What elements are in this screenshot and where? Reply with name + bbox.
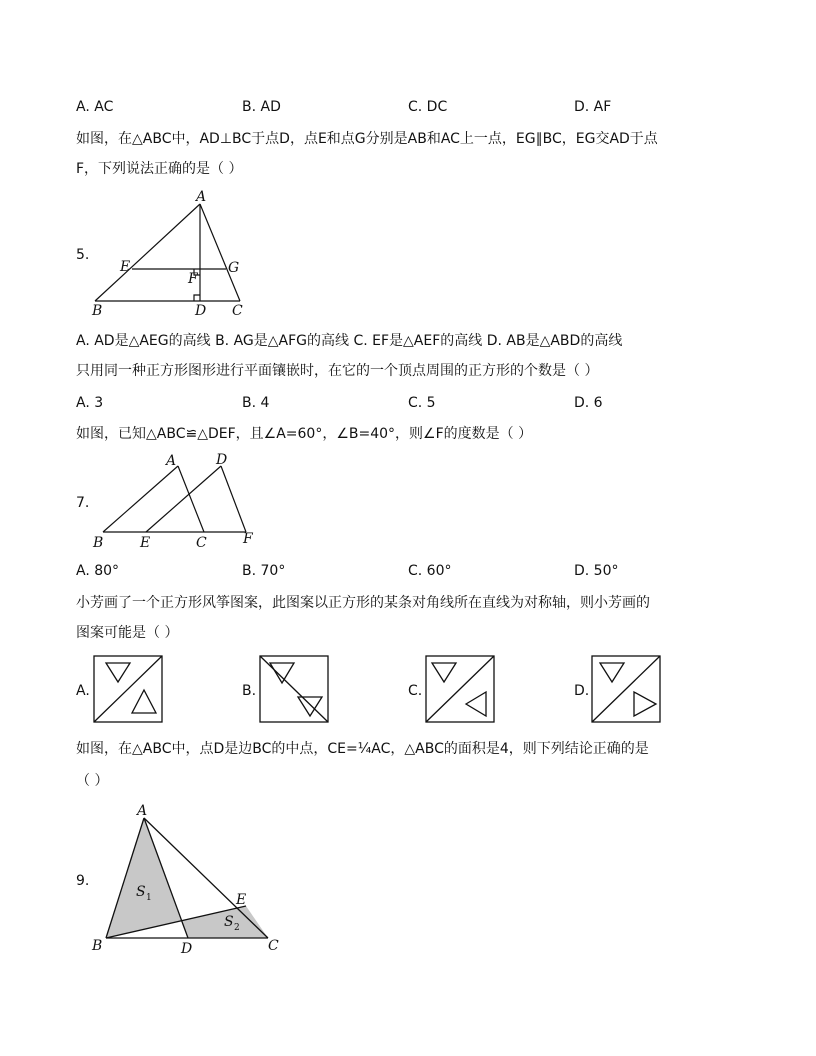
q8-option-d-letter: D. bbox=[574, 683, 590, 699]
q5-label-g: G bbox=[228, 260, 240, 276]
q9-label-e: E bbox=[236, 892, 247, 908]
q7-label-d: D bbox=[216, 452, 228, 468]
q6-option-c: C. 5 bbox=[408, 395, 436, 411]
q7-label-e: E bbox=[140, 535, 151, 551]
q5-stem-line2: F，下列说法正确的是（ ） bbox=[76, 161, 243, 177]
q6-option-b: B. 4 bbox=[242, 395, 270, 411]
q5-options: A. AD是△AEG的高线 B. AG是△AFG的高线 C. EF是△AEF的高线 D. AB是△ABD的高线 bbox=[76, 333, 623, 349]
q5-stem-line1: 如图，在△ABC中，AD⊥BC于点D，点E和点G分别是AB和AC上一点，EG∥BC，EG交AD于点 bbox=[76, 131, 658, 147]
q4-option-b: B. AD bbox=[242, 99, 281, 115]
q9-label-b: B bbox=[92, 938, 103, 954]
q7-number: 7. bbox=[76, 495, 90, 511]
q5-label-e: E bbox=[120, 259, 131, 275]
q8-option-c-letter: C. bbox=[408, 683, 423, 699]
q5-label-d: D bbox=[195, 303, 207, 319]
q4-option-c: C. DC bbox=[408, 99, 448, 115]
q7-label-c: C bbox=[196, 535, 207, 551]
q9-label-s2-sub: 2 bbox=[234, 923, 240, 933]
q9-label-s2: S bbox=[224, 914, 234, 930]
q9-label-c: C bbox=[268, 938, 279, 954]
q7-label-a: A bbox=[166, 453, 177, 469]
q5-number: 5. bbox=[76, 247, 90, 263]
q5-label-b: B bbox=[92, 303, 103, 319]
q9-label-s1: S bbox=[136, 884, 146, 900]
q9-region-s1 bbox=[106, 818, 181, 938]
q6-option-d: D. 6 bbox=[574, 395, 603, 411]
q4-option-d: D. AF bbox=[574, 99, 612, 115]
q5-label-a: A bbox=[196, 189, 207, 205]
q7-label-b: B bbox=[93, 535, 104, 551]
q6-stem: 只用同一种正方形图形进行平面镶嵌时，在它的一个顶点周围的正方形的个数是（ ） bbox=[76, 363, 599, 379]
q8-option-b-letter: B. bbox=[242, 683, 257, 699]
q7-option-a: A. 80° bbox=[76, 563, 120, 579]
q9-label-a: A bbox=[137, 803, 148, 819]
q8-option-a-letter: A. bbox=[76, 683, 90, 699]
q7-label-f: F bbox=[243, 531, 253, 547]
q9-label-d: D bbox=[181, 941, 193, 957]
q8-stem-line1: 小芳画了一个正方形风筝图案，此图案以正方形的某条对角线所在直线为对称轴，则小芳画的 bbox=[76, 595, 650, 611]
q7-option-b: B. 70° bbox=[242, 563, 286, 579]
q6-option-a: A. 3 bbox=[76, 395, 104, 411]
q7-stem: 如图，已知△ABC≌△DEF，且∠A=60°，∠B=40°，则∠F的度数是（ ） bbox=[76, 426, 533, 442]
q7-option-c: C. 60° bbox=[408, 563, 452, 579]
q9-number: 9. bbox=[76, 873, 90, 889]
q5-label-c: C bbox=[232, 303, 243, 319]
q5-label-f: F bbox=[188, 271, 198, 287]
q9-label-s1-sub: 1 bbox=[146, 893, 152, 903]
q7-option-d: D. 50° bbox=[574, 563, 619, 579]
q9-stem-line1: 如图，在△ABC中，点D是边BC的中点，CE=¼AC，△ABC的面积是4，则下列结论正确的是 bbox=[76, 741, 649, 757]
q4-option-a: A. AC bbox=[76, 99, 114, 115]
q9-stem-line2: （ ） bbox=[76, 773, 109, 789]
q8-stem-line2: 图案可能是（ ） bbox=[76, 625, 179, 641]
